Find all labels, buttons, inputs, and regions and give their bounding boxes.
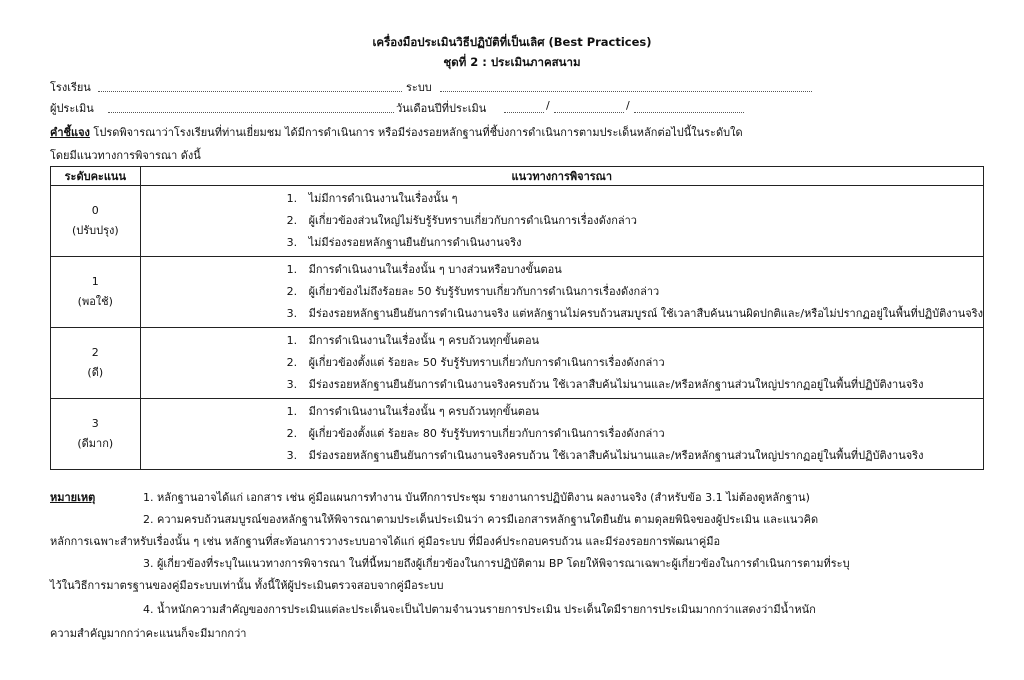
school-label: โรงเรียน <box>50 81 91 94</box>
date-label: วันเดือนปีที่ประเมิน <box>396 102 487 115</box>
guideline-item: 1. มีการดำเนินงานในเรื่องนั้น ๆ บางส่วนหรือบางขั้นตอน <box>301 259 983 281</box>
note-4-line-2: ความสำคัญมากกว่าคะแนนก็จะมีมากกว่า <box>50 627 247 640</box>
score-cell <box>51 186 141 257</box>
guideline-item: 2. ผู้เกี่ยวข้องส่วนใหญ่ไม่รับรู้รับทราบเกี่ยวกับการดำเนินการเรื่องดังกล่าว <box>301 210 983 232</box>
instruction-line-1 <box>50 123 743 141</box>
score-cell <box>51 328 141 399</box>
score-level: (พอใช้) <box>77 295 113 308</box>
notes-heading: หมายเหตุ <box>50 491 96 504</box>
guideline-cell <box>140 186 983 257</box>
guideline-item: 3. ไม่มีร่องรอยหลักฐานยืนยันการดำเนินงานจริง <box>301 232 983 254</box>
document-subtitle: ชุดที่ 2 : ประเมินภาคสนาม <box>443 55 581 69</box>
assessor-field[interactable] <box>108 112 394 113</box>
guideline-item: 1. ไม่มีการดำเนินงานในเรื่องนั้น ๆ <box>301 188 983 210</box>
guideline-item: 3. มีร่องรอยหลักฐานยืนยันการดำเนินงานจริงครบถ้วน ใช้เวลาสืบค้นไม่นานและ/หรือหลักฐานส่วนใหญ่ปรากฏอยู่ในพื้นที่ปฏิบัติงานจริง <box>301 374 983 396</box>
note-2-line-2: หลักการเฉพาะสำหรับเรื่องนั้น ๆ เช่น หลักฐานที่สะท้อนการวางระบบอาจได้แก่ คู่มือระบบ ที่มีองค์ประกอบครบถ้วน และมีร่องรอยการพัฒนาคู่มือ <box>50 535 721 548</box>
score-level: (ดีมาก) <box>77 437 114 450</box>
guideline-cell <box>140 328 983 399</box>
criteria-table <box>50 166 984 470</box>
score-value: 0 <box>91 204 99 217</box>
system-label: ระบบ <box>406 81 432 94</box>
system-field[interactable] <box>440 91 812 92</box>
score-column-header: ระดับคะแนน <box>51 167 141 186</box>
score-level: (ดี) <box>87 366 104 379</box>
guideline-item: 3. มีร่องรอยหลักฐานยืนยันการดำเนินงานจริงครบถ้วน ใช้เวลาสืบค้นไม่นานและ/หรือหลักฐานส่วนใหญ่ปรากฏอยู่ในพื้นที่ปฏิบัติงานจริง <box>301 445 983 467</box>
guideline-column-header: แนวทางการพิจารณา <box>140 167 983 186</box>
instruction-heading: คำชี้แจง <box>50 126 90 139</box>
guideline-item: 1. มีการดำเนินงานในเรื่องนั้น ๆ ครบถ้วนทุกขั้นตอน <box>301 330 983 352</box>
date-slash-2: / <box>626 99 630 112</box>
guideline-item: 2. ผู้เกี่ยวข้องไม่ถึงร้อยละ 50 รับรู้รับทราบเกี่ยวกับการดำเนินการเรื่องดังกล่าว <box>301 281 983 303</box>
guideline-item: 2. ผู้เกี่ยวข้องตั้งแต่ ร้อยละ 80 รับรู้รับทราบเกี่ยวกับการดำเนินการเรื่องดังกล่าว <box>301 423 983 445</box>
guideline-item: 2. ผู้เกี่ยวข้องตั้งแต่ ร้อยละ 50 รับรู้รับทราบเกี่ยวกับการดำเนินการเรื่องดังกล่าว <box>301 352 983 374</box>
score-cell <box>51 399 141 470</box>
date-month-field[interactable] <box>554 112 624 113</box>
note-2-line-1: 2. ความครบถ้วนสมบูรณ์ของหลักฐานให้พิจารณาตามประเด็นประเมินว่า ควรมีเอกสารหลักฐานใดยืนยัน ตามดุลยพินิจของผู้ประเมิน และแนวคิด <box>143 513 819 526</box>
score-cell <box>51 257 141 328</box>
note-3-line-2: ไว้ในวิธีการมาตรฐานของคู่มือระบบเท่านั้น ทั้งนี้ให้ผู้ประเมินตรวจสอบจากคู่มือระบบ <box>50 579 444 592</box>
instruction-text-1: โปรดพิจารณาว่าโรงเรียนที่ท่านเยี่ยมชม ได้มีการดำเนินการ หรือมีร่องรอยหลักฐานที่ชี้บ่งการดำเนินการตามประเด็นหลักต่อไปนี้ในระดับใด <box>93 126 743 139</box>
table-row <box>51 186 984 257</box>
instruction-line-2: โดยมีแนวทางการพิจารณา ดังนี้ <box>50 149 201 162</box>
school-field[interactable] <box>98 91 402 92</box>
guideline-cell <box>140 399 983 470</box>
date-day-field[interactable] <box>504 112 544 113</box>
assessor-label: ผู้ประเมิน <box>50 102 94 115</box>
score-value: 1 <box>91 275 99 288</box>
date-slash-1: / <box>546 99 550 112</box>
guideline-item: 1. มีการดำเนินงานในเรื่องนั้น ๆ ครบถ้วนทุกขั้นตอน <box>301 401 983 423</box>
guideline-item: 3. มีร่องรอยหลักฐานยืนยันการดำเนินงานจริง แต่หลักฐานไม่ครบถ้วนสมบูรณ์ ใช้เวลาสืบค้นนานผิดปกติและ/หรือไม่ปรากฏอยู่ในพื้นที่ปฏิบัติงานจริง <box>301 303 983 325</box>
note-1: 1. หลักฐานอาจได้แก่ เอกสาร เช่น คู่มือแผนการทำงาน บันทึกการประชุม รายงานการปฏิบัติงาน ผลงานจริง (สำหรับข้อ 3.1 ไม่ต้องดูหลักฐาน) <box>143 491 810 504</box>
table-row <box>51 399 984 470</box>
table-header-row <box>51 167 984 186</box>
document-title: เครื่องมือประเมินวิธีปฏิบัติที่เป็นเลิศ (Best Practices) <box>372 35 652 49</box>
score-level: (ปรับปรุง) <box>71 224 119 237</box>
table-row <box>51 257 984 328</box>
note-3-line-1: 3. ผู้เกี่ยวข้องที่ระบุในแนวทางการพิจารณา ในที่นี้หมายถึงผู้เกี่ยวข้องในการปฏิบัติตาม BP โดยให้พิจารณาเฉพาะผู้เกี่ยวข้องในการดำเนินการตามที่ระบุ <box>143 557 850 570</box>
table-row <box>51 328 984 399</box>
score-value: 3 <box>91 417 99 430</box>
note-4-line-1: 4. น้ำหนักความสำคัญของการประเมินแต่ละประเด็นจะเป็นไปตามจำนวนรายการประเมิน ประเด็นใดมีรายการประเมินมากกว่าแสดงว่ามีน้ำหนัก <box>143 603 816 616</box>
guideline-cell <box>140 257 983 328</box>
date-year-field[interactable] <box>634 112 744 113</box>
score-value: 2 <box>91 346 99 359</box>
